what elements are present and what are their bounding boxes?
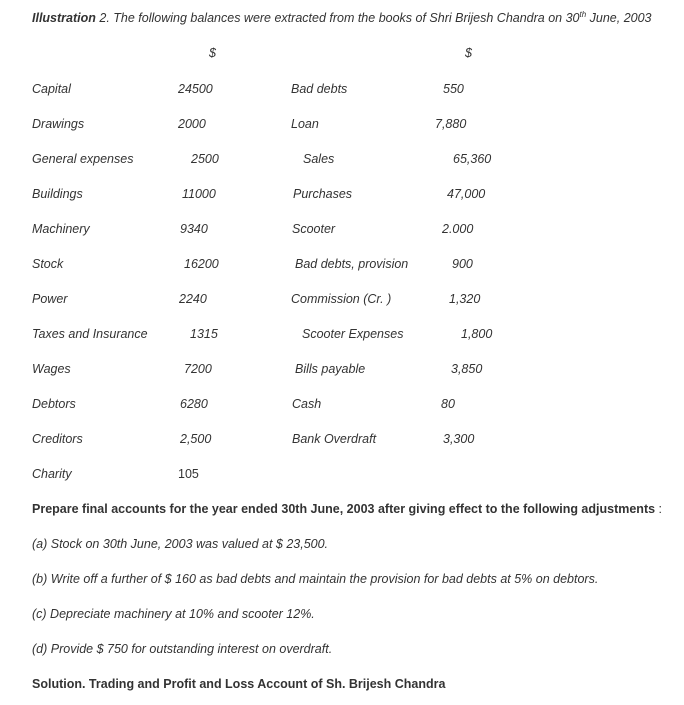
balance-value: 7,880 (435, 117, 467, 131)
adjustment-b: (b) Write off a further of $ 160 as bad debts and maintain the provision for bad debts at 5% on debtors. (32, 572, 599, 586)
balance-label: General expenses (32, 152, 134, 166)
balance-label: Sales (303, 152, 335, 166)
balance-label: Charity (32, 467, 72, 481)
balance-label: Scooter (292, 222, 336, 236)
balance-value: 3,850 (451, 362, 483, 376)
balance-value: 1,320 (449, 292, 481, 306)
balance-label: Commission (Cr. ) (291, 292, 392, 306)
instruction-line (32, 502, 662, 516)
balance-label: Bills payable (295, 362, 366, 376)
balance-value: 24500 (178, 82, 213, 96)
adjustment-a: (a) Stock on 30th June, 2003 was valued at $ 23,500. (32, 537, 329, 551)
balance-label: Stock (32, 257, 64, 271)
balance-value: 80 (441, 397, 455, 411)
currency-header-left: $ (209, 46, 216, 60)
balance-label: Machinery (32, 222, 90, 236)
balance-value: 11000 (182, 187, 216, 201)
balance-label: Wages (32, 362, 71, 376)
balance-value: 550 (443, 82, 464, 96)
balance-value: 105 (178, 467, 199, 481)
balance-value: 2240 (179, 292, 207, 306)
balance-value: 7200 (184, 362, 212, 376)
balance-value: 2000 (178, 117, 206, 131)
balance-label: Bank Overdraft (292, 432, 377, 446)
heading-superscript: th (579, 9, 587, 19)
balance-label: Loan (291, 117, 319, 131)
balance-value: 65,360 (453, 152, 492, 166)
currency-header-right: $ (465, 46, 472, 60)
balance-label: Taxes and Insurance (32, 327, 148, 341)
balance-label: Purchases (293, 187, 353, 201)
balance-value: 1315 (190, 327, 218, 341)
balance-label: Debtors (32, 397, 76, 411)
balance-label: Creditors (32, 432, 83, 446)
balance-label: Cash (292, 397, 322, 411)
illustration-label: Illustration (32, 11, 96, 25)
heading-text-end: June, 2003 (586, 11, 652, 25)
balance-label: Drawings (32, 117, 85, 131)
balance-value: 16200 (184, 257, 219, 271)
illustration-heading (32, 11, 652, 25)
balance-label: Bad debts, provision (295, 257, 409, 271)
adjustment-c: (c) Depreciate machinery at 10% and scooter 12%. (32, 607, 315, 621)
instruction-text: Prepare final accounts for the year ended 30th June, 2003 after giving effect to the following adjustments (32, 502, 656, 516)
balance-value: 2.000 (442, 222, 474, 236)
balance-value: 1,800 (461, 327, 493, 341)
balance-value: 2500 (191, 152, 219, 166)
balance-value: 9340 (180, 222, 208, 236)
balance-value: 47,000 (447, 187, 486, 201)
heading-text: 2. The following balances were extracted from the books of Shri Brijesh Chandra on 30 (95, 11, 580, 25)
solution-heading: Solution. Trading and Profit and Loss Account of Sh. Brijesh Chandra (32, 677, 446, 691)
balance-label: Bad debts (291, 82, 348, 96)
balance-label: Scooter Expenses (302, 327, 404, 341)
adjustment-d: (d) Provide $ 750 for outstanding interest on overdraft. (32, 642, 333, 656)
instruction-colon: : (658, 502, 663, 516)
balance-value: 900 (452, 257, 473, 271)
balance-label: Capital (32, 82, 71, 96)
balance-value: 3,300 (443, 432, 475, 446)
balance-value: 6280 (180, 397, 208, 411)
balance-value: 2,500 (180, 432, 212, 446)
balance-label: Power (32, 292, 68, 306)
balance-label: Buildings (32, 187, 83, 201)
